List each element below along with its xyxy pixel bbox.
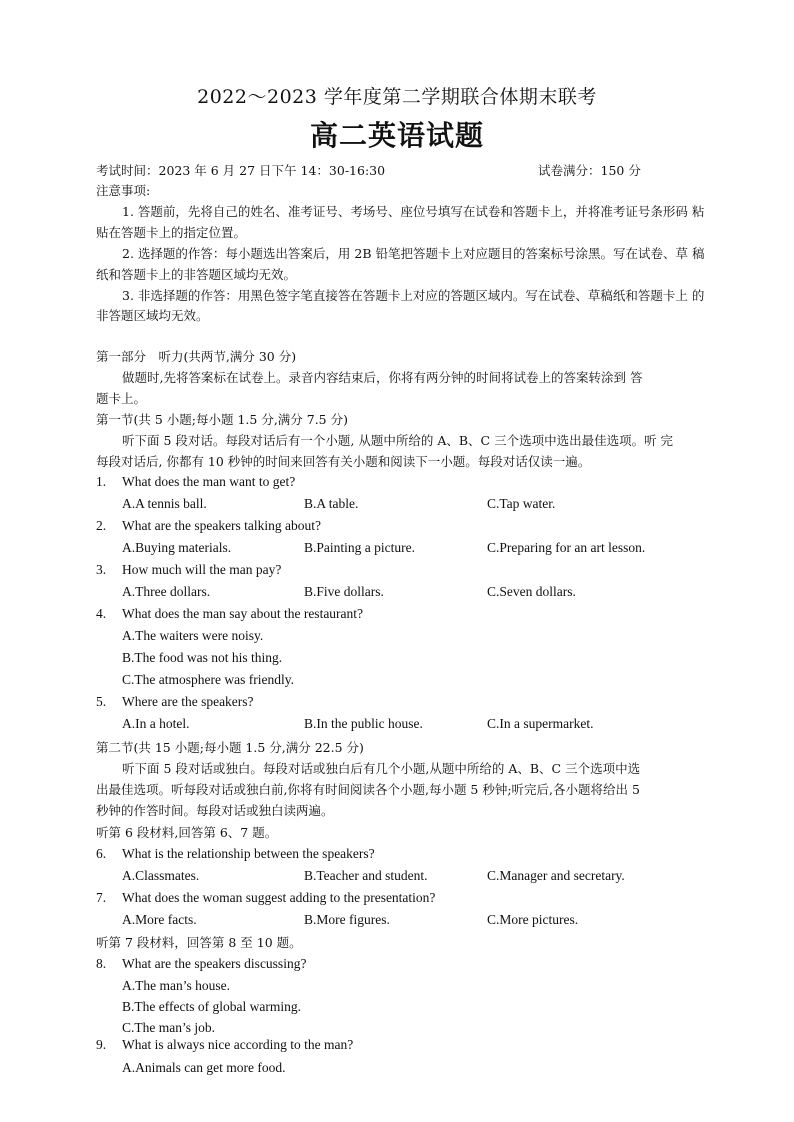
option-b: B.Five dollars. <box>304 584 384 599</box>
exam-time: 考试时间：2023 年 6 月 27 日下午 14：30-16:30 <box>96 163 386 178</box>
option-c: C.In a supermarket. <box>487 716 594 731</box>
option-b: B.The effects of global warming. <box>122 999 301 1014</box>
option-a: A.Classmates. <box>122 868 200 883</box>
question-text: What does the woman suggest adding to the presentation? <box>122 890 436 905</box>
exam-subtitle: 高二英语试题 <box>309 119 484 152</box>
option-b: B.A table. <box>304 496 359 511</box>
exam-title: 2022～2023 学年度第二学期联合体期末联考 <box>197 86 597 108</box>
question-text: What does the man say about the restaurant? <box>122 606 364 621</box>
question-number: 2. <box>96 518 107 533</box>
option-c: C.Tap water. <box>487 496 556 511</box>
note-1-line-2: 贴在答题卡上的指定位置。 <box>96 225 247 240</box>
question-text: What is the relationship between the speakers? <box>122 846 375 861</box>
question-text: How much will the man pay? <box>122 562 282 577</box>
option-c: C.The atmosphere was friendly. <box>122 672 294 687</box>
part1-heading: 第一部分 听力(共两节,满分 30 分) <box>96 349 297 364</box>
option-c: C.Seven dollars. <box>487 584 576 599</box>
option-a: A.Animals can get more food. <box>122 1060 286 1075</box>
option-a: A.In a hotel. <box>122 716 190 731</box>
option-c: C.Preparing for an art lesson. <box>487 540 646 555</box>
section1-instruction-line-1: 听下面 5 段对话。每段对话后有一个小题, 从题中所给的 A、B、C 三个选项中选出最佳选项。听 完 <box>122 433 674 448</box>
section2-instruction-line-3: 秒钟的作答时间。每段对话或独白读两遍。 <box>96 803 334 818</box>
note-3-line-1: 3. 非选择题的作答：用黑色签字笔直接答在答题卡上对应的答题区域内。写在试卷、草稿纸和答题卡上 的 <box>122 288 705 303</box>
option-a: A.A tennis ball. <box>122 496 207 511</box>
option-b: B.Teacher and student. <box>304 868 428 883</box>
part1-instruction-line-2: 题卡上。 <box>96 391 147 406</box>
section2-instruction-line-2: 出最佳选项。听每段对话或独白前,你将有时间阅读各个小题,每小题 5 秒钟;听完后,各小题将给出 5 <box>96 782 640 797</box>
notes-heading: 注意事项: <box>96 183 151 198</box>
question-number: 5. <box>96 694 107 709</box>
note-3-line-2: 非答题区域均无效。 <box>96 308 209 323</box>
full-score: 试卷满分：150 分 <box>538 163 641 178</box>
question-number: 7. <box>96 890 107 905</box>
option-a: A.The waiters were noisy. <box>122 628 264 643</box>
question-number: 3. <box>96 562 107 577</box>
option-c: C.The man’s job. <box>122 1020 215 1035</box>
option-b: B.More figures. <box>304 912 390 927</box>
note-1-line-1: 1. 答题前，先将自己的姓名、准考证号、考场号、座位号填写在试卷和答题卡上，并将准考证号条形码 粘 <box>122 204 705 219</box>
option-c: C.Manager and secretary. <box>487 868 625 883</box>
part1-instruction-line-1: 做题时,先将答案标在试卷上。录音内容结束后，你将有两分钟的时间将试卷上的答案转涂到 答 <box>122 370 643 385</box>
section1-instruction-line-2: 每段对话后, 你都有 10 秒钟的时间来回答有关小题和阅读下一小题。每段对话仅读一遍。 <box>96 454 591 469</box>
question-number: 1. <box>96 474 107 489</box>
question-text: What is always nice according to the man? <box>122 1037 354 1052</box>
note-2-line-2: 纸和答题卡上的非答题区域均无效。 <box>96 267 297 282</box>
question-text: What does the man want to get? <box>122 474 296 489</box>
option-b: B.The food was not his thing. <box>122 650 283 665</box>
question-number: 8. <box>96 956 107 971</box>
section1-heading: 第一节(共 5 小题;每小题 1.5 分,满分 7.5 分) <box>96 412 348 427</box>
option-a: A.Buying materials. <box>122 540 232 555</box>
question-text: What are the speakers discussing? <box>122 956 307 971</box>
question-text: Where are the speakers? <box>122 694 254 709</box>
section2-instruction-line-1: 听下面 5 段对话或独白。每段对话或独白后有几个小题,从题中所给的 A、B、C 三个选项中选 <box>122 761 641 776</box>
option-a: A.Three dollars. <box>122 584 211 599</box>
option-a: A.More facts. <box>122 912 197 927</box>
option-b: B.Painting a picture. <box>304 540 415 555</box>
option-b: B.In the public house. <box>304 716 423 731</box>
material-7-note: 听第 7 段材料，回答第 8 至 10 题。 <box>96 935 302 950</box>
question-number: 6. <box>96 846 107 861</box>
note-2-line-1: 2. 选择题的作答：每小题选出答案后，用 2B 铅笔把答题卡上对应题目的答案标号涂黑。写在试卷、草 稿 <box>122 246 705 261</box>
question-text: What are the speakers talking about? <box>122 518 322 533</box>
material-6-note: 听第 6 段材料,回答第 6、7 题。 <box>96 825 278 840</box>
question-number: 4. <box>96 606 107 621</box>
section2-heading: 第二节(共 15 小题;每小题 1.5 分,满分 22.5 分) <box>96 740 364 755</box>
option-a: A.The man’s house. <box>122 978 230 993</box>
option-c: C.More pictures. <box>487 912 579 927</box>
question-number: 9. <box>96 1037 107 1052</box>
